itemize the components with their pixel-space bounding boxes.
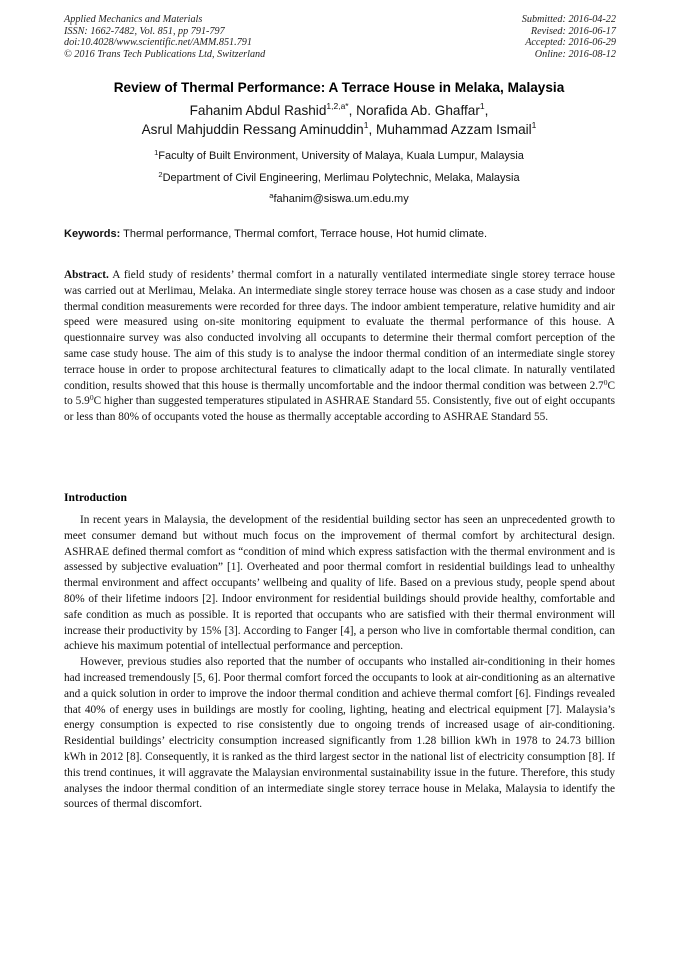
author-superscript: 1	[531, 120, 537, 130]
author-superscript: 1	[479, 101, 485, 111]
author-name: Muhammad Azzam Ismail	[376, 122, 532, 137]
affiliation-text: Faculty of Built Environment, University of Malaya, Kuala Lumpur, Malaysia	[158, 150, 524, 162]
affiliation-text: Department of Civil Engineering, Merlimau Polytechnic, Melaka, Malaysia	[162, 172, 520, 184]
author-separator: ,	[368, 122, 377, 137]
affiliation-superscript: 2	[158, 170, 163, 179]
author-list	[40, 101, 638, 139]
paper-title: Review of Thermal Performance: A Terrace House in Melaka, Malaysia	[113, 80, 565, 95]
degree-superscript: 0	[89, 393, 94, 403]
journal-copyright: © 2016 Trans Tech Publications Ltd, Switzerland	[64, 48, 266, 60]
affiliation-1	[40, 150, 638, 162]
email-superscript: a	[269, 191, 274, 200]
abstract-text: C to 5.9	[64, 379, 615, 408]
journal-header	[64, 14, 265, 60]
introduction-paragraph-2: However, previous studies also reported that the number of occupants who installed air-conditioning in their homes had increased tremendously [5, 6]. Poor thermal comfort forced the occupants to look at air-conditioning as an alternative and a quick solution in order to improve the indoor thermal condition and achieve thermal comfort [6]. Findings revealed that 40% of energy uses in buildings are mostly for cooling, lighting, heating and electrical equipment [7]. Malaysia’s energy consumption is expected to rise consistently due to ongoing trends of increased usage of air-conditioning. Residential buildings’ electricity consumption increased significantly from 1.28 billion kWh in 1978 to 24.73 billion kWh in 2012 [8]. Consequently, it is ranked as the third largest sector in the national list of electricity consumption [8]. If this trend continues, it will aggravate the Malaysian environmental sustainability issue in the future. Therefore, this study analyses the indoor thermal condition of an intermediate single storey terrace house in Melaka, Malaysia to identify the sources of thermal discomfort.	[64, 656, 615, 811]
section-heading-introduction: Introduction	[64, 491, 127, 504]
author-line-2	[40, 120, 638, 139]
abstract	[64, 268, 615, 426]
keywords-text: Thermal performance, Thermal comfort, Terrace house, Hot humid climate.	[120, 228, 488, 240]
revised-date: Revised: 2016-06-17	[530, 25, 616, 37]
affiliation-2	[40, 172, 638, 184]
author-email	[40, 193, 638, 205]
introduction-body	[64, 513, 615, 813]
abstract-text: C higher than suggested temperatures stipulated in ASHRAE Standard 55. Consistently, five out of eight occupants or less than 80% of occupants voted the house as thermally acceptable according to ASHRAE Standard 55.	[64, 395, 615, 424]
abstract-text: A field study of residents’ thermal comfort in a naturally ventilated intermediate single storey terrace house was carried out at Merlimau, Melaka. An intermediate single storey terrace house was chosen as a case study and indoor thermal condition measurements were recorded for three days. The indoor ambient temperature, relative humidity and air speed were measured using on-site monitoring equipment to evaluate the thermal performance of this house. A questionnaire survey was also conducted involving all occupants to determine their thermal comfort perception of the same case study house. The aim of this study is to analyse the indoor thermal condition of an intermediate single storey terrace house in order to propose architectural features to climatically adapt to the local climate. In naturally ventilated condition, results showed that this house is thermally uncomfortable and the indoor thermal condition was between 2.7	[64, 269, 615, 392]
journal-name: Applied Mechanics and Materials	[64, 14, 203, 25]
author-name: Asrul Mahjuddin Ressang Aminuddin	[141, 122, 364, 137]
degree-superscript: 0	[603, 377, 608, 387]
dates-header	[522, 14, 616, 60]
author-separator: ,	[484, 103, 489, 118]
keywords-label: Keywords:	[64, 228, 121, 240]
author-name: Norafida Ab. Ghaffar	[356, 103, 480, 118]
abstract-label: Abstract.	[64, 269, 109, 281]
abstract-paragraph	[64, 268, 615, 426]
submitted-date: Submitted: 2016-04-22	[521, 14, 616, 25]
keywords	[64, 228, 624, 240]
journal-doi: doi:10.4028/www.scientific.net/AMM.851.791	[64, 37, 252, 49]
affiliation-superscript: 1	[154, 148, 159, 157]
accepted-date: Accepted: 2016-06-29	[525, 37, 616, 49]
author-separator: ,	[348, 103, 357, 118]
author-superscript: 1	[363, 120, 369, 130]
author-line-1	[40, 101, 638, 120]
author-superscript: 1,2,a*	[326, 101, 349, 111]
author-name: Fahanim Abdul Rashid	[189, 103, 327, 118]
journal-issn: ISSN: 1662-7482, Vol. 851, pp 791-797	[64, 25, 225, 37]
email-address: fahanim@siswa.um.edu.my	[273, 193, 409, 205]
online-date: Online: 2016-08-12	[534, 48, 616, 60]
introduction-paragraph-1: In recent years in Malaysia, the development of the residential building sector has seen an unprecedented growth to meet consumer demand but without much focus on the improvement of thermal comfort by architectural design. ASHRAE defined thermal comfort as “condition of mind which express satisfaction with the thermal environment and is assessed by subjective evaluation” [1]. Overheated and poor thermal comfort in residential buildings lead to unhealthy thermal environment and affect occupants’ wellbeing and quality of life. Based on a previous study, people spend about 80% of their lifetime indoors [2]. Indoor environment for residential buildings should provide healthy, comfortable and safe condition as much as possible. It is reported that occupants who are satisfied with their thermal environment will increase their productivity by 15% [3]. According to Fanger [4], a person who live in comfortable thermal condition, can achieve his maximum potential of intellectual performance and perception.	[64, 514, 615, 653]
